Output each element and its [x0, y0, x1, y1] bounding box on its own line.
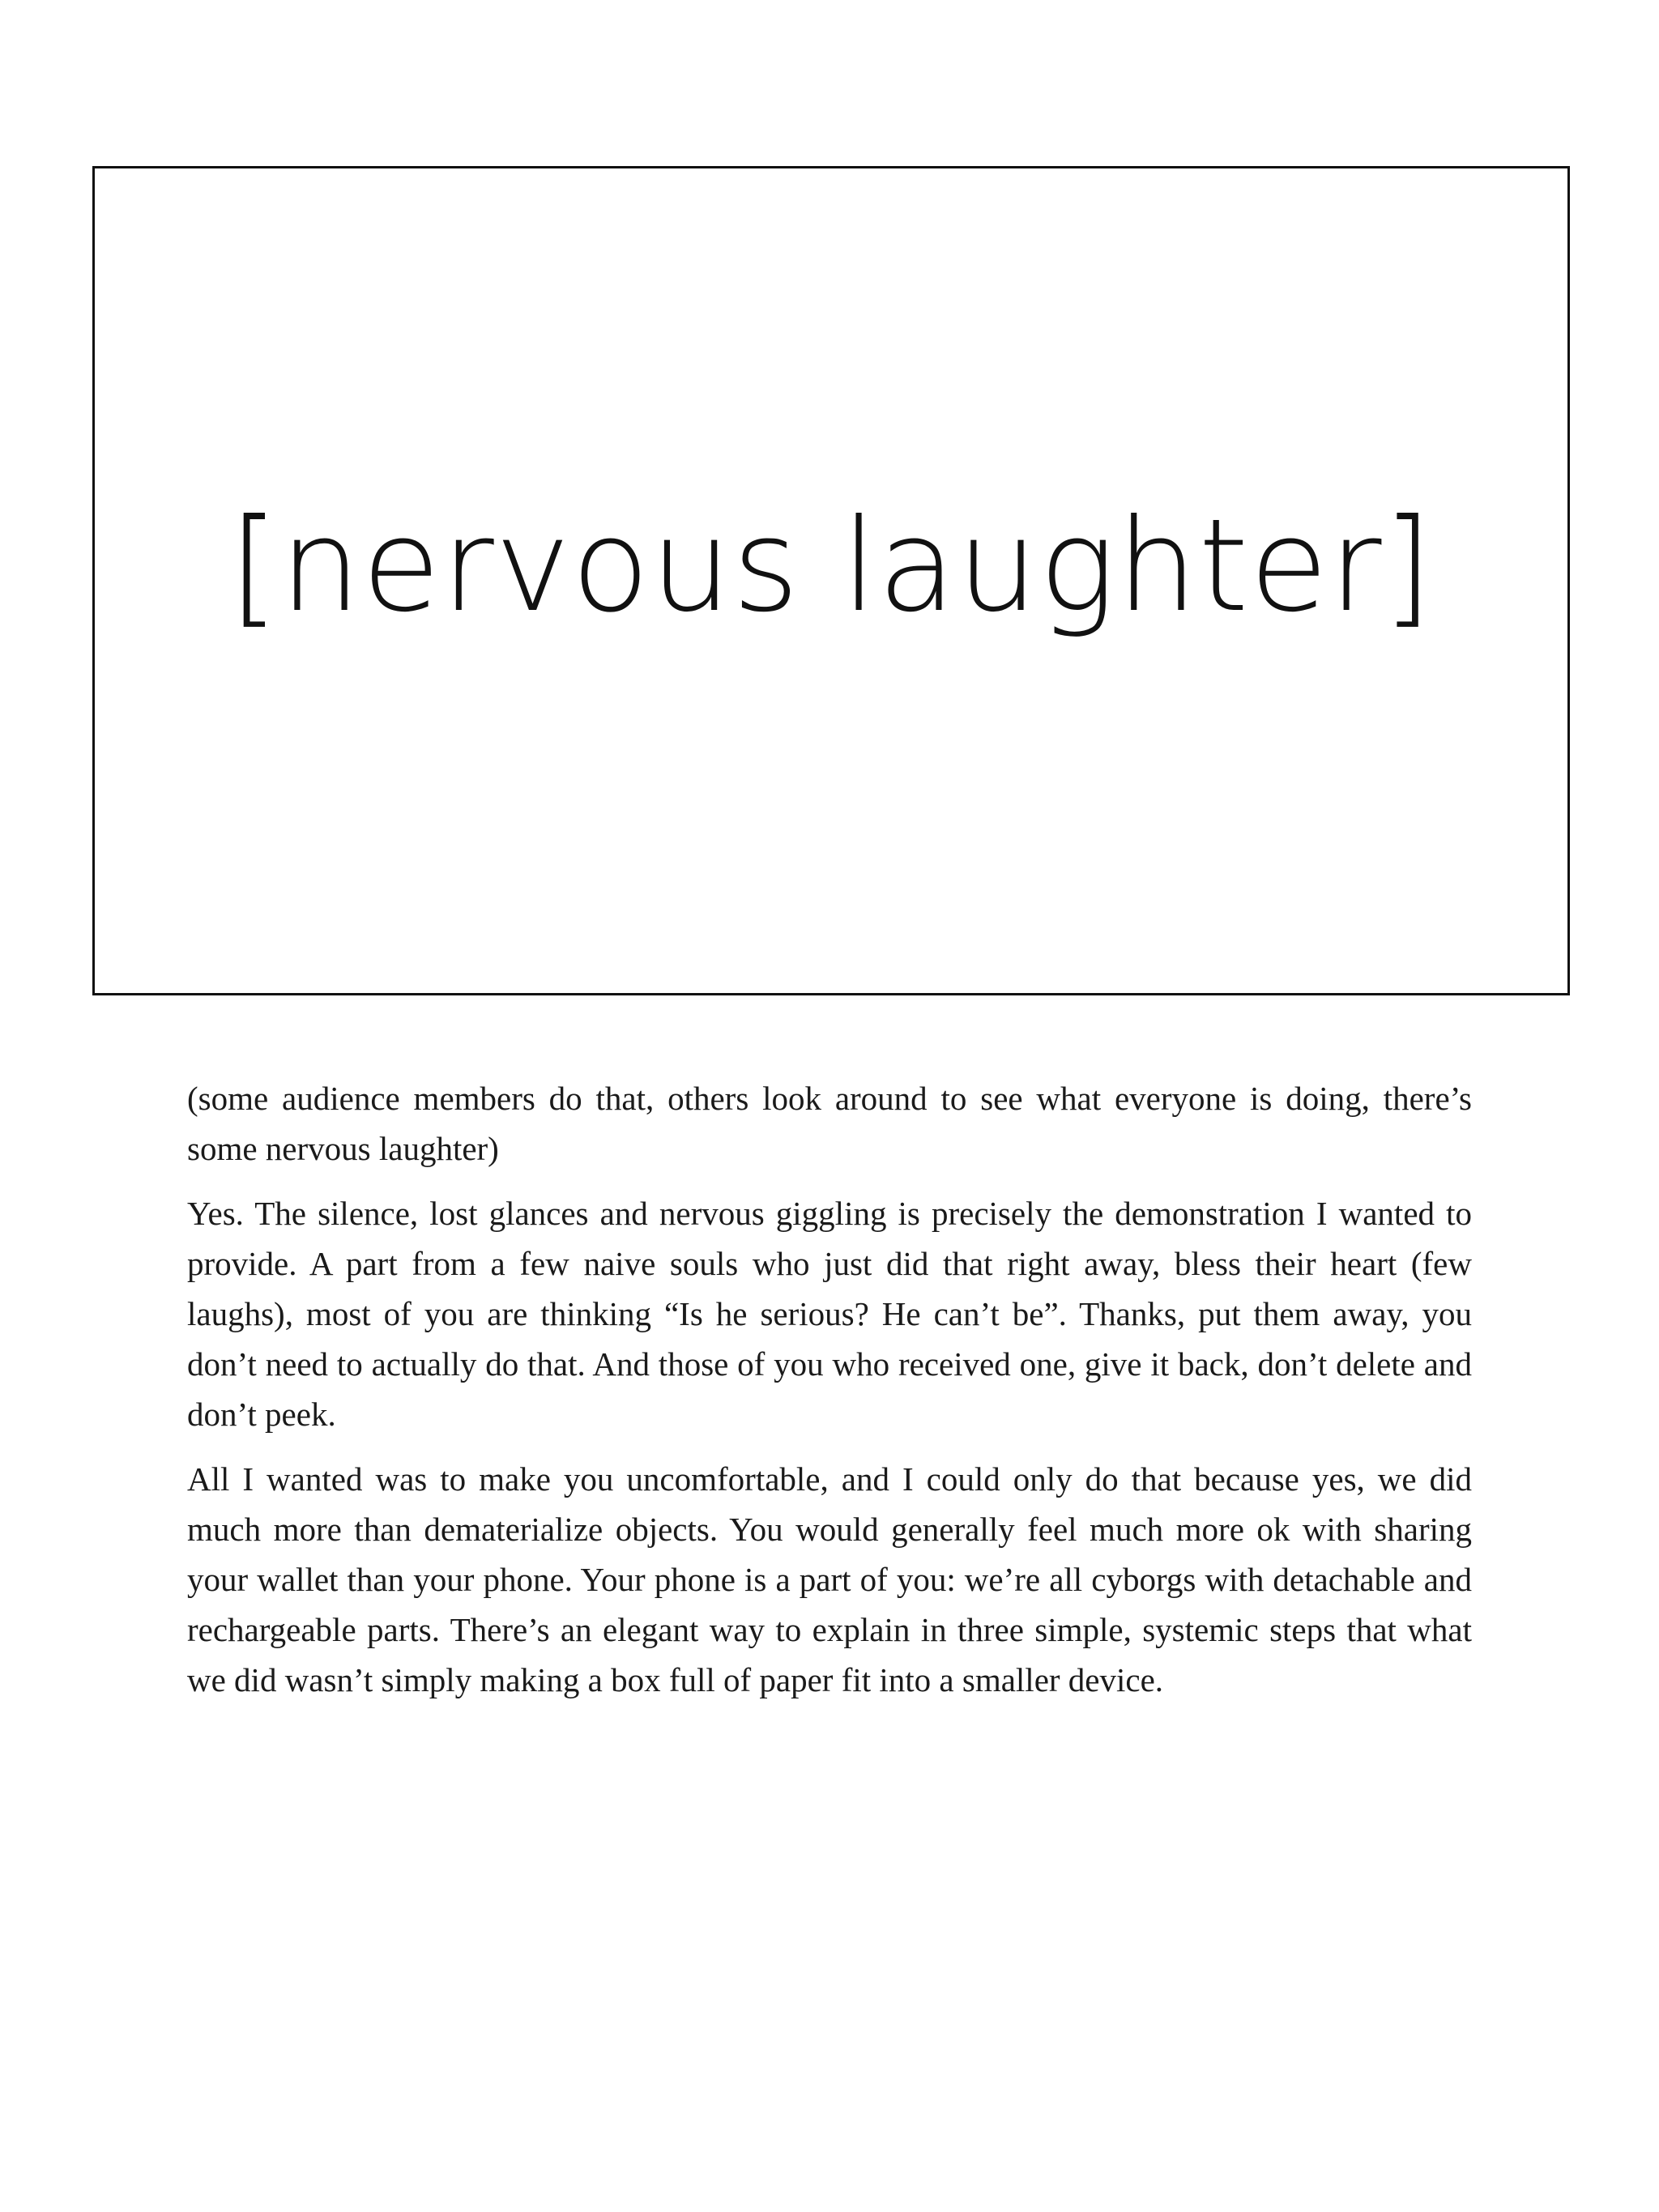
notes-paragraph-2: Yes. The silence, lost glances and nervous giggling is precisely the demonstration I wanted to provide. A part from a few naive souls who just did that right away, bless their heart (few laughs), most of you are thinking “Is he serious? He can’t be”. Thanks, put them away, you don’t need to actually do that. And those of you who received one, give it back, don’t delete and don’t peek. [187, 1195, 1472, 1433]
slide-title: [nervous laughter] [228, 492, 1434, 641]
slide-frame [92, 166, 1570, 995]
notes-paragraph-1: (some audience members do that, others look around to see what everyone is doing, there’s some nervous laughter) [187, 1080, 1472, 1167]
speaker-notes [187, 1073, 1472, 1720]
notes-paragraph-3: All I wanted was to make you uncomfortable, and I could only do that because yes, we did much more than dematerialize objects. You would generally feel much more ok with sharing your wallet than your phone. Your phone is a part of you: we’re all cyborgs with detachable and rechargeable parts. There’s an elegant way to explain in three simple, systemic steps that what we did wasn’t simply making a box full of paper fit into a smaller device. [187, 1460, 1472, 1698]
